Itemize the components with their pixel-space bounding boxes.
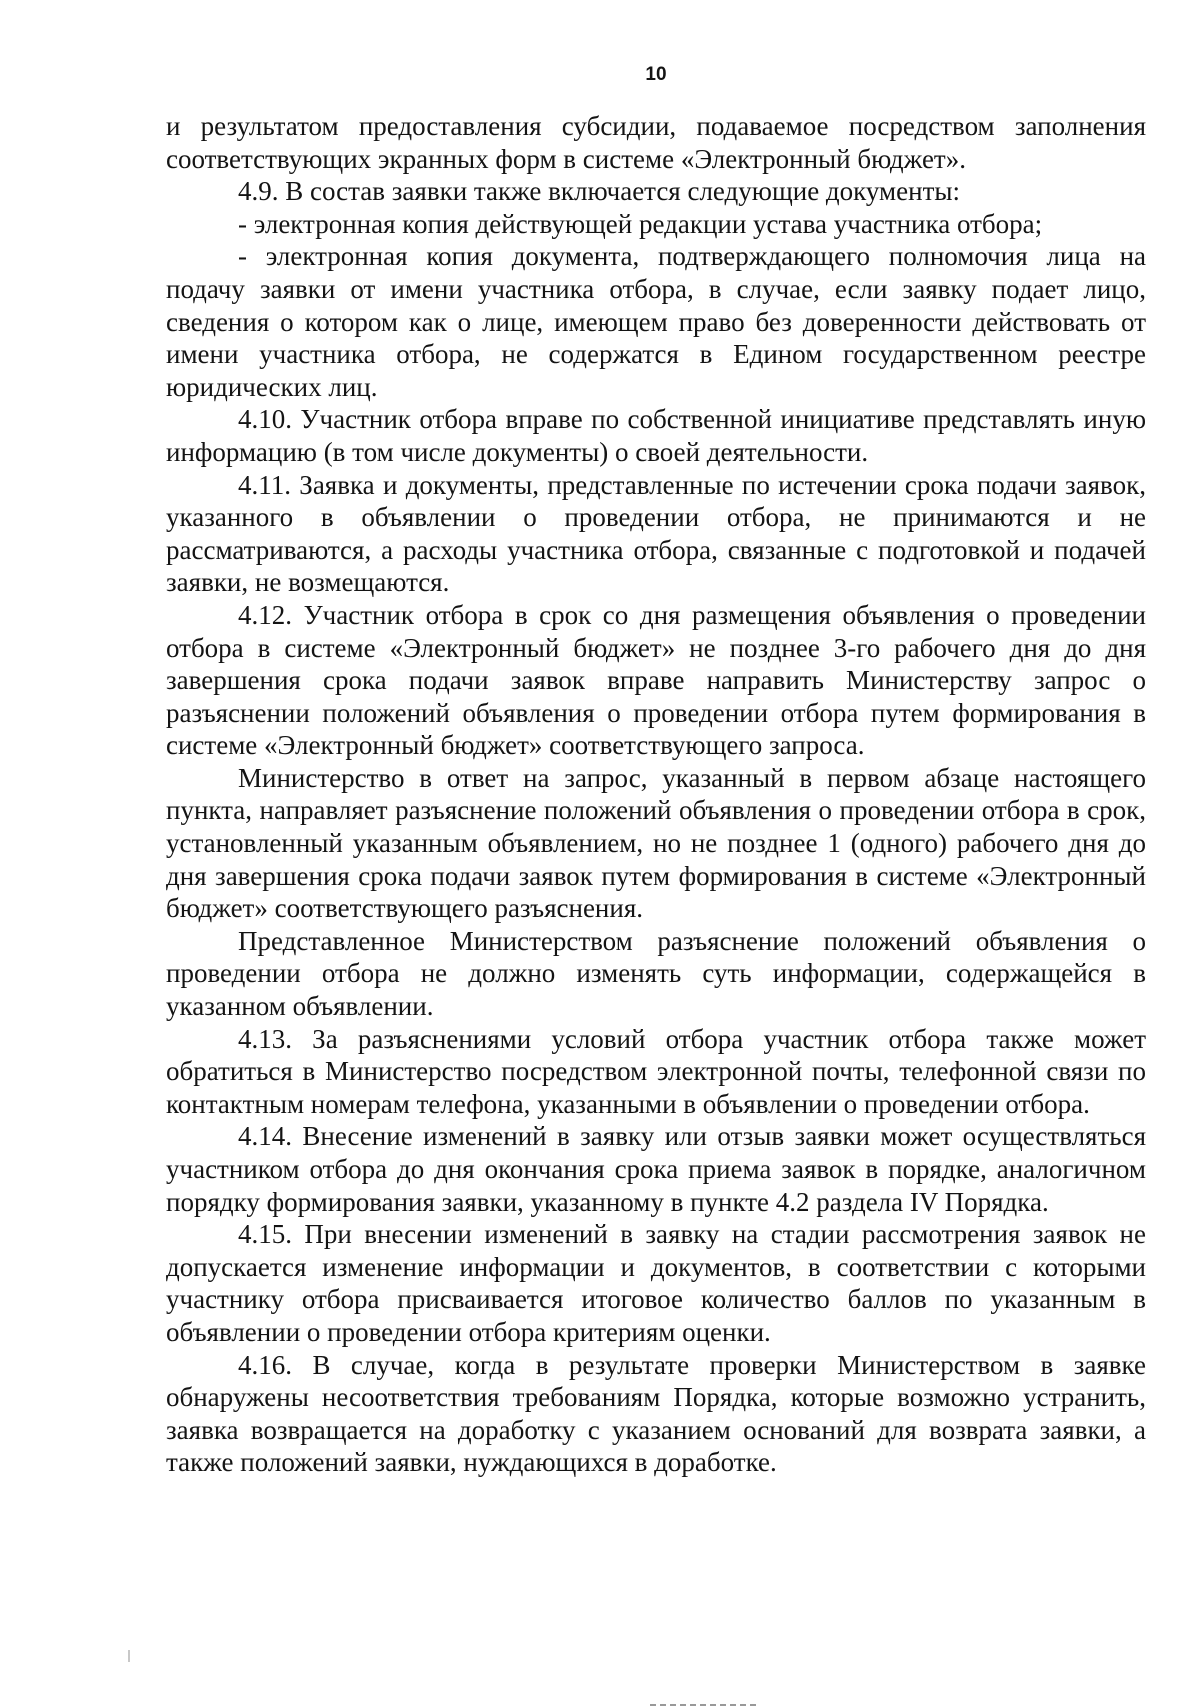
- paragraph-list-item-authority: - электронная копия документа, подтверждающего полномочия лица на подачу заявки от имени участника отбора, в случае, если заявку подает лицо, сведения о котором как о лице, имеющем право без доверенности действовать от имени участника отбора, не содержатся в Едином государственном реестре юридических лиц.: [166, 241, 1146, 402]
- paragraph-4-11: 4.11. Заявка и документы, представленные по истечении срока подачи заявок, указанного в объявлении о проведении отбора, не принимаются и не рассматриваются, а расходы участника отбора, связанные с подготовкой и подачей заявки, не возмещаются.: [166, 469, 1146, 598]
- paragraph-continuation: и результатом предоставления субсидии, подаваемое посредством заполнения соответствующих экранных форм в системе «Электронный бюджет».: [166, 111, 1146, 174]
- scan-artifact-dot: [128, 1650, 130, 1662]
- paragraph-4-14: 4.14. Внесение изменений в заявку или отзыв заявки может осуществляться участником отбора до дня окончания срока приема заявок в порядке, аналогичном порядку формирования заявки, указанному в пункте 4.2 раздела IV Порядка.: [166, 1121, 1146, 1217]
- paragraph-4-10: 4.10. Участник отбора вправе по собственной инициативе представлять иную информацию (в том числе документы) о своей деятельности.: [166, 404, 1146, 467]
- paragraph-4-16: 4.16. В случае, когда в результате проверки Министерством в заявке обнаружены несоответствия требованиям Порядка, которые возможно устранить, заявка возвращается на доработку с указанием оснований для возврата заявки, а также положений заявки, нуждающихся в доработке.: [166, 1349, 1146, 1478]
- paragraph-list-item-charter: - электронная копия действующей редакции устава участника отбора;: [238, 208, 1043, 239]
- paragraph-4-12-response: Министерство в ответ на запрос, указанный в первом абзаце настоящего пункта, направляет разъяснение положений объявления о проведении отбора в срок, установленный указанным объявлением, но не позднее 1 (одного) рабочего дня до дня завершения срока подачи заявок путем формирования в системе «Электронный бюджет» соответствующего разъяснения.: [166, 762, 1146, 924]
- document-body: [166, 110, 1146, 1479]
- paragraph-4-13: 4.13. За разъяснениями условий отбора участник отбора также может обратиться в Министерство посредством электронной почты, телефонной связи по контактным номерам телефона, указанными в объявлении о проведении отбора.: [166, 1023, 1146, 1119]
- paragraph-4-9: 4.9. В состав заявки также включается следующие документы:: [238, 176, 961, 207]
- paragraph-4-12: 4.12. Участник отбора в срок со дня размещения объявления о проведении отбора в системе «Электронный бюджет» не позднее 3-го рабочего дня до дня завершения срока подачи заявок вправе направить Министерству запрос о разъяснении положений объявления о проведении отбора путем формирования в системе «Электронный бюджет» соответствующего запроса.: [166, 599, 1146, 761]
- page-number: 10: [645, 64, 667, 85]
- paragraph-4-12-clarification: Представленное Министерством разъяснение положений объявления о проведении отбора не должно изменять суть информации, содержащейся в указанном объявлении.: [166, 925, 1146, 1022]
- paragraph-4-15: 4.15. При внесении изменений в заявку на стадии рассмотрения заявок не допускается изменение информации и документов, в соответствии с которыми участнику отбора присваивается итоговое количество баллов по указанным в объявлении о проведении отбора критериям оценки.: [166, 1219, 1146, 1347]
